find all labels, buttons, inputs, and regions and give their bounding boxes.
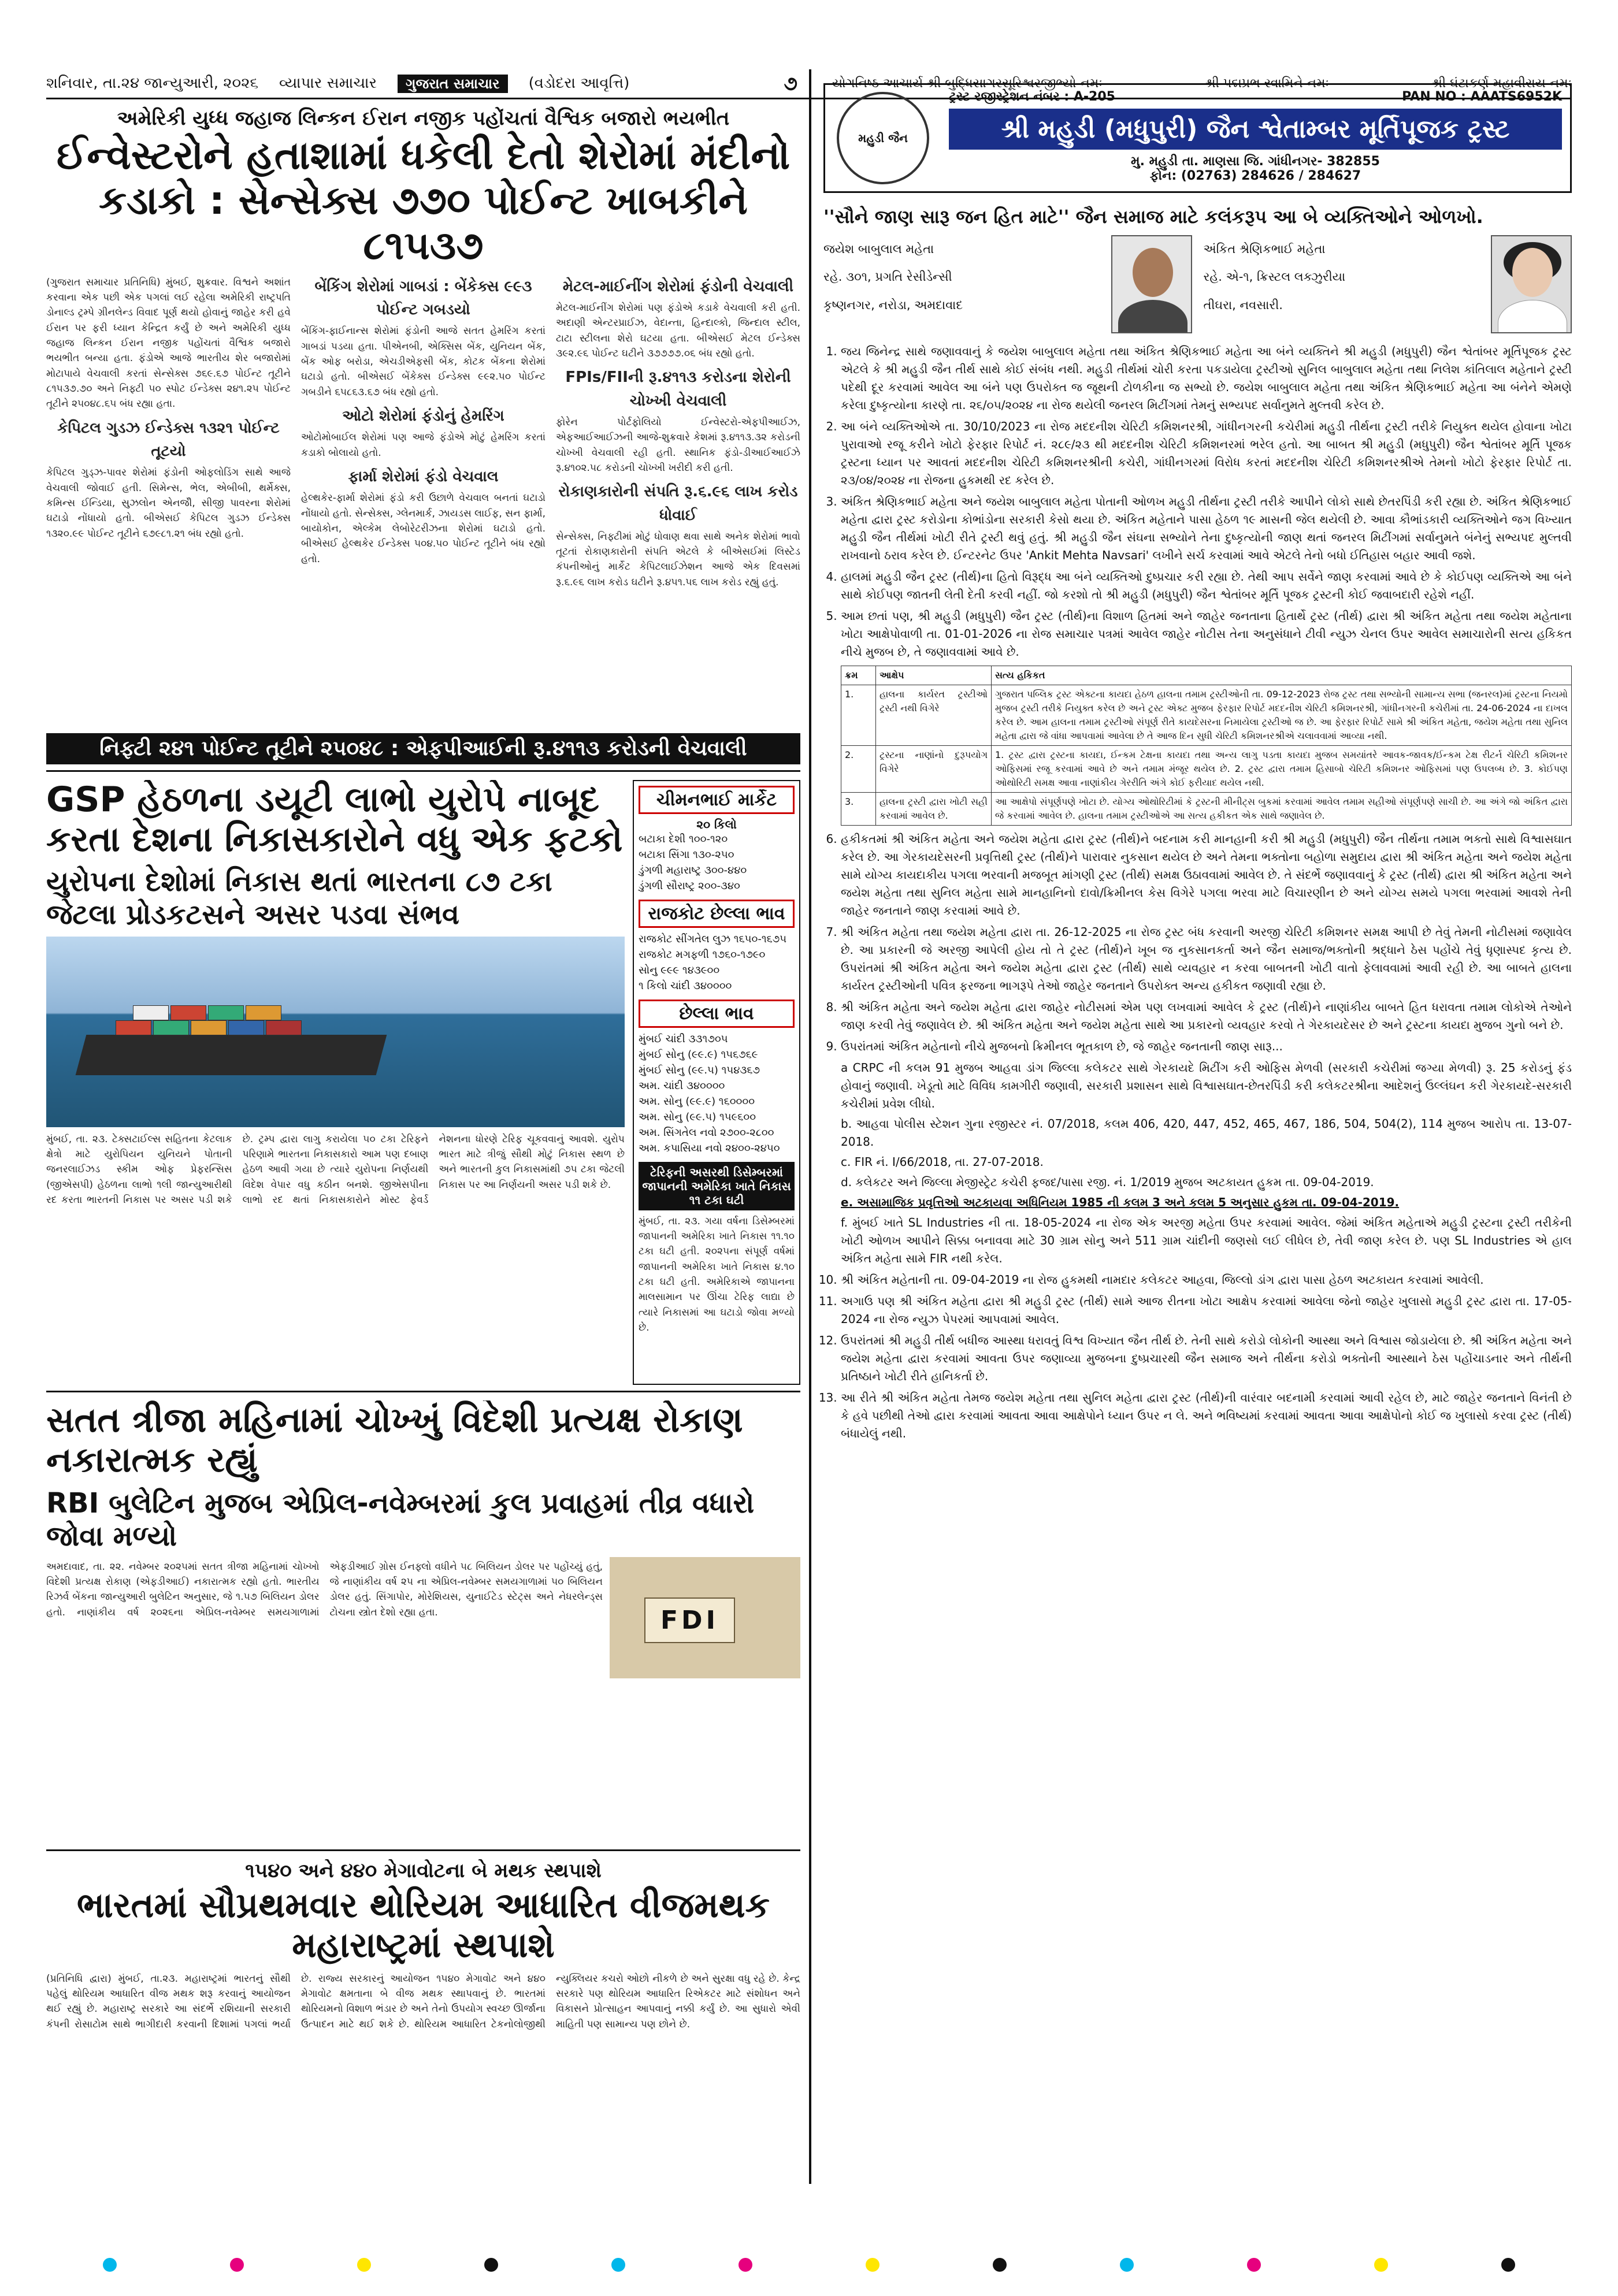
business-news-column: [46, 107, 800, 2183]
rate-row: ડુંગળી મહારાષ્ટ્ર ૩૦૦-૪૪૦: [639, 864, 747, 876]
invocation-1: યોગનિષ્ઠ આચાર્ય શ્રી બુદ્ધિસાગરસૂરિશ્વરજીભ્યો નમઃ: [832, 76, 1103, 91]
fdi-photo: [610, 1557, 800, 1678]
black-dot: [1501, 2258, 1515, 2272]
cell: 3.: [841, 793, 876, 826]
cell: ટ્રસ્ટના નાણાંનો દુરૂપયોગ વિગેરે: [876, 746, 992, 793]
trust-info: [941, 85, 1570, 191]
japan-story-headline: ટેરિફની અસરથી ડિસેમ્બરમાં જાપાનની અમેરિકા ખાતે નિકાસ ૧૧ ટકા ઘટી: [639, 1162, 795, 1210]
rate-row: ૧ કિલો ચાંદી ૩૪૦૦૦૦: [639, 979, 732, 992]
list-item: [841, 1194, 1572, 1212]
subhead: FPIs/FIIની રૂ.૪૧૧૩ કરોડના શેરોની ચોખ્ખી વેચવાલી: [565, 369, 791, 410]
notice-point-text: ઉપરાંતમાં અંકિત મહેતાનો નીચે મુજબનો ક્રિમીનલ ભૂતકાળ છે, જે જાહેર જનતાની જાણ સારૂ...: [841, 1039, 1283, 1053]
person-address: રહે. ૩૦૧, પ્રગતિ રેસીડેન્સી: [823, 270, 952, 284]
list-item: d. કલેકટર અને જિલ્લા મેજીસ્ટ્રેટ કચેરી ફજદ/પાસા રજી. નં. 1/2019 મુજબ અટકાયત હુકમ તા. 09-04-2019.: [841, 1175, 1374, 1189]
person-address: રહે. એ-૧, ક્રિસ્ટલ લક્ઝુરીયા: [1203, 270, 1346, 284]
edition-label: (વડોદરા આવૃત્તિ): [528, 75, 630, 92]
notice-point: 1. જય જિનેન્દ્ર સાથે જણાવવાનું કે જયેશ બાબુલાલ મહેતા તથા અંકિત શ્રેણિકભાઈ મહેતા આ બંને વ્યક્તિને શ્રી મહુડી (મધુપુરી) જૈન શ્વેતાંબર મૂર્તિપૂજક ટ્રસ્ટ એટલે કે શ્રી મહુડી જૈન તીર્થ સાથે કોઈ સંબંધ નથી. મહુડી તીર્થમાં ચોરી કરતા પકડાયેલા ટ્રસ્ટીઓ સુનિલ બાબુલાલ મહેતા તથા નિલેશ કાંતિલાલ મહેતાને ટ્રસ્ટી પદેથી દૂર કરવામાં આવેલ આ બંને પણ ઉપરોક્ત જ જૂથની ટોળકીના જ સભ્યો છે. જયેશ બાબુલાલ મહેતા તથા અંકિત શ્રેણિકભાઈ મહેતા આ બંનેને એમણે કરેલા દુષ્કૃત્યોના કારણે તા. ૨૬/૦૫/૨૦૨૪ ના રોજ થયેલી જનરલ મિટીંગમાં તેમનું સભ્યપદ સર્વાનુમતે મુલ્તવી કરેલ છે.: [841, 343, 1572, 414]
persons-row: [823, 235, 1572, 333]
magenta-dot: [739, 2258, 752, 2272]
subhead: રોકાણકારોની સંપતિ રૂ.૬.૯૬ લાખ કરોડ ધોવાઈ: [558, 483, 798, 524]
story-headline: GSP હેઠળના ડયૂટી લાભો યુરોપે નાબૂદ કરતા દેશના નિકાસકારોને વધુ એક ફટકો: [46, 779, 623, 860]
cyan-dot: [1120, 2258, 1134, 2272]
rate-row: બટાકા દેશી ૧૦૦-૧૨૦: [639, 833, 728, 845]
gsp-and-market-row: [46, 780, 800, 1392]
list-item: a CRPC ની કલમ 91 મુજબ આહવા ડાંગ જિલ્લા કલેકટર સાથે ગેરકાયદે મિટીંગ કરી ઓફિસ મેળવી (સરકારી કચેરીમાં જગ્યા મેળવી) રૂ. 25 કરોડનું ફંડ હોવાનું જણાવી. ખેડૂતો માટે વિવિધ કામગીરી જણાવી, સરકારી પ્રશાસન સાથે વિશ્વાસઘાત-છેતરપિંડી કરી કલેકટરશ્રીના આદેશનું ઉલ્લંઘન કરી ગેરકાયદે-સરકારી કચેરીમાં પ્રવેશ લીધો.: [841, 1061, 1572, 1110]
notice-point: 6. હકીકતમાં શ્રી અંકિત મહેતા અને જયેશ મહેતા દ્વારા ટ્રસ્ટ (તીર્થ)ને બદનામ કરી માનહાની કરી શ્રી મહુડી (મધુપુરી) જૈન તીર્થના તમામ ભક્તો સાથે વિશ્વાસઘાત કરેલ છે. આ ગેરકાયદેસરની પ્રવૃત્તિથી ટ્રસ્ટ (તીર્થ)ને પારાવાર નુકસાન થયેલ છે અને તેમના ભક્તોના બહોળા સમુદાય દ્વારા શ્રી અંકિત મહેતા અને જયેશ મહેતા સામે યોગ્ય કાયદાકીય પગલા ભરવાની મજબૂત માંગણી ટ્રસ્ટ (તીર્થ) સમક્ષ ઉઠાવવામાં આવેલ છે. તે સંદર્ભે જણાવવાનું કે ટ્રસ્ટ (તીર્થ) દ્વારા શ્રી અંકિત મહેતા અને જયેશ મહેતા તથા સુનિલ મહેતા સામે માનહાનિનો દાવો/ક્રિમીનલ કેસ વિગેરે પગલા ભરવા માટે વિચારણીન છે અને યોગ્ય સમયે પગલા ભરવામાં આવશે તેની જાહેર જનતાને જાણ કરવામાં આવે છે.: [841, 830, 1572, 920]
invocation-2: શ્રી પદ્મપ્રભ સ્વામિને નમઃ: [1205, 76, 1329, 91]
story-body: (પ્રતિનિધિ દ્વારા) મુંબઈ, તા.૨૩. મહારાષ્ટ્રમાં ભારતનું સૌથી પહેલું થોરિયમ આધારિત વીજ મથક શરૂ કરવાનું આયોજન થઈ રહ્યું છે. મહારાષ્ટ્ર સરકારે આ સંદર્ભે રશિયાની સરકારી કંપની રોસાટોમ સાથે ભાગીદારી કરવાની દિશામાં પગલાં ભર્યા છે. રાજ્ય સરકારનું આયોજન ૧૫૪૦ મેગાવોટ અને ૪૪૦ મેગાવોટ ક્ષમતાના બે વીજ મથક સ્થાપવાનું છે. ભારતમાં થોરિયમનો વિશાળ ભંડાર છે અને તેનો ઉપયોગ સ્વચ્છ ઊર્જાના ઉત્પાદન માટે થઈ શકે છે. થોરિયમ આધારિત ટેકનોલોજીથી ન્યુક્લિયર કચરો ઓછો નીકળે છે અને સુરક્ષા વધુ રહે છે. કેન્દ્ર સરકારે પણ થોરિયમ આધારિત રિએકટર માટે સંશોધન અને વિકાસને પ્રોત્સાહન આપવાનું નક્કી કર્યું છે. આ સુધારો એવી માહિતી પણ સામાન્ય પણ છોને છે.: [46, 1972, 800, 2030]
thorium-story: [46, 1859, 800, 2183]
notice-point: [841, 607, 1572, 826]
notice-point: 3. અંકિત શ્રેણિકભાઈ મહેતા અને જયેશ બાબુલાલ મહેતા પોતાની ઓળખ મહુડી તીર્થના ટ્રસ્ટી તરીકે આપીને લોકો સાથે છેતરપિંડી કરી રહ્યા છે. અંકિત શ્રેણિકભાઈ મહેતા દ્વારા ટ્રસ્ટ કરોડોના કોભાંડોના સરકારી કેસો થયા છે. અંકિત મહેતાને પાસા હેઠળ ૧૯ માસની જેલ થયેલી છે. આવા કૌભાંડકારી વ્યક્તિઓને જગ વિખ્યાત મહુડી જૈન તીર્થમાં ખોટી રીતે ટ્રસ્ટી થવું હતું. શ્રી મહુડી જૈન સંઘના સભ્યોને તેના દુષ્કૃત્યોની જાણ થતાં જનરલ મિટીંગમાં સર્વાનુમતે બંનેનું સભ્યપદ મુલ્તવી રાખવાનો ઠરાવ કરેલ છે. ઈન્ટરનેટ ઉપર 'Ankit Mehta Navsari' લખીને સર્ચ કરવામાં આવે એટલે તેનો બધો ઈતિહાસ બહાર આવી જશે.: [841, 493, 1572, 564]
rate-row: સોનુ ૯૯૯ ૧૪૩૯૦૦: [639, 964, 720, 976]
rate-row: રાજકોટ મગફળી ૧૭૬૦-૧૭૯૦: [639, 948, 766, 961]
cell: 1.: [841, 685, 876, 746]
cell: 2.: [841, 746, 876, 793]
paragraph: બેંકિંગ-ફાઈનાન્સ શેરોમાં ફંડોની આજે સતત હેમરિંગ કરતાં ગાબડાં પડયા હતા. પીએનબી, એક્સિસ બેંક, યુનિયન બેંક, બેંક ઓફ બરોડા, એચડીએફસી બેંક, કોટક બેંકના શેરોમાં ઘટાડો હતો. બીએસઈ બેંકેક્સ ઈન્ડેક્સ ૯૯૨.૫૦ પોઈન્ટ ગબડીને ૬૫૮૬૩.૬૭ બંધ રહ્યો હતો.: [301, 325, 545, 398]
person-card: [823, 235, 1192, 333]
notice-point: 12. ઉપરાંતમાં શ્રી મહુડી તીર્થ બધીજ આસ્થા ધરાવતું વિશ્વ વિખ્યાત જૈન તીર્થ છે. તેની સાથે કરોડો લોકોની આસ્થા અને વિશ્વાસ જોડાયેલા છે. શ્રી અંકિત મહેતા અને જયેશ મહેતા દ્વારા કરવામાં આવતા ઉપર જણાવ્યા મુજબના દુષ્પ્રચારથી જૈન સમાજ અને તીર્થના કરોડો ભક્તોની આસ્થાને ઠેસ પહોંચાડનાર અને તીર્થની પ્રતિષ્ઠાને ખોટી રીતે હાનિકર્તા છે.: [841, 1332, 1572, 1385]
notice-point: 7. શ્રી અંકિત મહેતા તથા જયેશ મહેતા દ્વારા તા. 26-12-2025 ના રોજ ટ્રસ્ટ બંધ કરવાની અરજી ચેરિટી કમિશનર સમક્ષ આપી છે તેવું તેમની નોટીસમાં જણાવેલ છે. આ પ્રકારની જે અરજી આપેલી હોય તો તે ટ્રસ્ટ (તીર્થ)ને ખૂબ જ નુકસાનકર્તા અને જૈન સમાજ/ભક્તોની શ્રદ્ધાને ઠેસ પહોંચે તેવું ધૃણાસ્પદ કૃત્ય છે. ઉપરાંતમાં શ્રી અંકિત મહેતા અને જયેશ મહેતા દ્વારા ટ્રસ્ટ (તીર્થ) સાથે વ્યવહાર ન કરવા બાબતની ખોટી વાતો ફેલાવવામાં આવી રહી છે. આ બાબતે હાલના કાર્યરત ટ્રસ્ટીઓની પવિત્ર ફરજના ભાગરૂપે તેઓ જાહેર જનતાને ઉપરોક્ત અન્ય હકીકત જણાવી રહ્યા છે.: [841, 923, 1572, 995]
invocation-3: શ્રી ઘંટાકર્ણ મહાવીરાય નમઃ: [1431, 76, 1572, 91]
rate-row: મુંબઈ સોનુ (૯૯.૫) ૧૫૪૩૬૭: [639, 1064, 760, 1076]
person-address: તીઘરા, નવસારી.: [1203, 298, 1283, 312]
column-header: આક્ષેપ: [876, 666, 992, 685]
column-header: સત્ય હકિકત: [992, 666, 1572, 685]
black-dot: [484, 2258, 498, 2272]
notice-point: 10. શ્રી અંકિત મહેતાની તા. 09-04-2019 ના રોજ હુકમથી નામદાર કલેકટર આહવા, જિલ્લો ડાંગ દ્વારા પાસા હેઠળ અટકાયત કરવામાં આવેલી.: [841, 1271, 1572, 1289]
print-registration-marks: [46, 2256, 1572, 2273]
notice-point: 4. હાલમાં મહુડી જૈન ટ્રસ્ટ (તીર્થ)ના હિતો વિરૂદ્ધ આ બંને વ્યક્તિઓ દુષ્પ્રચાર કરી રહ્યા છે. તેથી આપ સર્વેને જાણ કરવામાં આવે છે કે કોઈપણ વ્યક્તિએ આ બંને સાથે કોઈપણ જાતની લેતી દેતી કરવી નહીં. જો કરશો તો શ્રી મહુડી (મધુપુરી) જૈન શ્વેતાંબર મૂર્તિ પૂજક ટ્રસ્ટની કોઈ જવાબદારી રહેશે નહીં.: [841, 568, 1572, 604]
rate-row: મુંબઈ ચાંદી ૩૩૧૭૦૫: [639, 1032, 728, 1045]
cell: 1. ટ્રસ્ટ દ્વારા ટ્રસ્ટના કાયદા, ઈન્કમ ટેક્ષના કાયદા તથા અન્ય લાગુ પડતા કાયદા મુજબ સમયાંતરે આવક-જાવક/ઈન્કમ ટેક્ષ રીટર્ન ચેરિટી કમિશનર ઓફિસમાં રજૂ કરવામાં આવે છે અને તમામ મંજૂર થયેલ છે. 2. ટ્રસ્ટ દ્વારા તમામ હિસાબો ચેરિટી કમિશનર ઓફિસમાં પણ ઉપલબ્ધ છે. 3. કોઈપણ ઓથોરિટી સમક્ષ આવા નાણાંકીય ગેરરીતિ અંગે કોઈ ફરીયાદ થયેલ નથી.: [992, 746, 1572, 793]
market-title: છેલ્લા ભાવ: [639, 1000, 795, 1028]
table-row: [841, 793, 1572, 826]
cyan-dot: [103, 2258, 117, 2272]
person-info: [1204, 235, 1346, 333]
paragraph: ફોરેન પોર્ટફોલિયો ઈન્વેસ્ટરો-એફપીઆઈઝ, એફઆઈઆઈઝની આજે-શુક્રવારે કેશમાં રૂ.૪૧૧૩.૩૨ કરોડની ચોખ્ખી વેચવાલી રહી હતી. સ્થાનિક ફંડો-ડીઆઈઆઈઝે રૂ.૪૧૦૨.૫૮ કરોડની ચોખ્ખી ખરીદી કરી હતી.: [556, 416, 800, 474]
notice-headline: ''સૌને જાણ સારૂ જન હિત માટે'' જૈન સમાજ માટે કલંકરૂપ આ બે વ્યક્તિઓને ઓળખો.: [823, 206, 1483, 228]
table-row: [841, 685, 1572, 746]
facts-table: [841, 666, 1572, 826]
yellow-dot: [1374, 2258, 1388, 2272]
paragraph: સેન્સેક્સ, નિફ્ટીમાં મોટું ધોવાણ થવા સાથે અનેક શેરોમાં ભાવો તૂટતાં રોકાણકારોની સંપતિ એટલે કે બીએસઈમાં લિસ્ટેડ કંપનીઓનું માર્કેટ કેપિટલાઈઝેશન આજે એક દિવસમાં રૂ.૬.૯૬ લાખ કરોડ ઘટીને રૂ.૪૫૧.૫૬ લાખ કરોડ રહ્યું હતું.: [556, 530, 800, 588]
cell: ગુજરાત પબ્લિક ટ્રસ્ટ એક્ટના કાયદા હેઠળ હાલના તમામ ટ્રસ્ટીઓની તા. 09-12-2023 રોજ ટ્રસ્ટ તથા સભ્યોની સામાન્ય સભા (જનરલ)માં ટ્રસ્ટના નિયમો મુજબ ટ્રસ્ટી તરીકે નિયુક્ત કરેલ છે અને ટ્રસ્ટ એક્ટ મુજબ ફેરફાર રિપોર્ટ મદદનીશ ચેરિટી કમિશનરશ્રી, ગાંધીનગરની કચેરીમાં તા. 24-06-2024 ના દાખલ કરેલ છે. આમ હાલના તમામ ટ્રસ્ટીઓ સંપૂર્ણ રીતે કાયદેસરના નિમાયેલા ટ્રસ્ટીઓ જ છે. આ ફેરફાર રિપોર્ટ સામે શ્રી અંકિત મહેતા, જયેશ મહેતા તથા સુનિલ મહેતા દ્વારા જે વાંધા આપવામાં આવેલા છે તે આજ દિન સુધી ચેરિટી કમિશનરશ્રીએ ચલાવવામાં આવ્યા નથી.: [992, 685, 1572, 746]
list-item: b. આહવા પોલીસ સ્ટેશન ગુના રજીસ્ટર નં. 07/2018, કલમ 406, 420, 447, 452, 465, 467, 186, 504, 504(2), 114 મુજબ આરોપ તા. 13-07-2018.: [841, 1117, 1572, 1149]
pan-number: PAN NO : AAATS6952K: [1402, 90, 1562, 104]
subhead: કેપિટલ ગુડઝ ઈન્ડેક્સ ૧૩૨૧ પોઈન્ટ તૂટયો: [57, 419, 280, 460]
market-crash-story: [46, 107, 800, 772]
notice-point: [841, 1038, 1572, 1268]
notice-point: 11. અગાઉ પણ શ્રી અંકિત મહેતા દ્વારા શ્રી મહુડી ટ્રસ્ટ (તીર્થ) સામે આજ રીતના ખોટા આક્ષેપ કરવામાં આવેલા જેનો જાહેર ખુલાસો મહુડી ટ્રસ્ટ દ્વારા તા. 17-05-2024 ના રોજ ન્યુઝ પેપરમાં આપવામાં આવેલ.: [841, 1292, 1572, 1328]
subhead: બેંકિંગ શેરોમાં ગાબડાં : બેંકેક્સ ૯૯૩ પોઈન્ટ ગબડયો: [314, 277, 532, 318]
person-info: [823, 235, 963, 333]
cell: હાલના ટ્રસ્ટી દ્વારા ખોટી સહી કરવામાં આવેલ છે.: [876, 793, 992, 826]
rate-row: રાજકોટ સીંગતેલ લુઝ ૧૬૫૦-૧૬૭૫: [639, 932, 787, 945]
masthead-logo: ગુજરાત સમાચાર: [398, 75, 508, 93]
trust-banner: [823, 83, 1572, 193]
story-kicker: અમેરિકી યુધ્ધ જહાજ લિન્કન ઈરાન નજીક પહોંચતાં વૈશ્વિક બજારો ભયભીત: [117, 107, 730, 130]
notice-point: 8. શ્રી અંકિત મહેતા અને જયેશ મહેતા દ્વારા જાહેર નોટીસમાં એમ પણ લખવામાં આવેલ કે ટ્રસ્ટ (તીર્થ)ને નાણાંકીય બાબતે હિત ધરાવતા તમામ લોકોએ તેઓને જાણ કરવી તેવું જણાવેલ છે. શ્રી અંકિત મહેતા અને જયેશ મહેતા સાથે આ પ્રકારનો વ્યવહાર કરવો તે ગેરકાયદેસર છે અને ટ્રસ્ટના કાયદા મુજબ ગુનો બને છે.: [841, 998, 1572, 1034]
paragraph: કેપિટલ ગુડ્ઝ-પાવર શેરોમાં ફંડોની ઓફલોડિંગ સાથે આજે વેચવાલી જોવાઈ હતી. સિમેન્સ, ભેલ, એબીબી, થર્મેક્સ, કમિન્સ ઈન્ડિયા, સુઝલોન એનજીૅ, સીજી પાવરના શેરોમાં ઘટાડો નોંધાયો હતો. બીએસઈ કેપિટલ ગુડઝ ઈન્ડેક્સ ૧૩૨૦.૯૯ પોઈન્ટ તૂટીને ૬૭૯૮૧.૨૧ બંધ રહ્યો હતો.: [46, 467, 291, 540]
notice-point: 2. આ બંને વ્યક્તિઓએ તા. 30/10/2023 ના રોજ મદદનીશ ચેરિટી કમિશનરશ્રી, ગાંધીનગરની કચેરીમાં મહુડી તીર્થના ટ્રસ્ટી તરીકે નિયુક્ત થયેલ હોવાના ખોટા પુરાવાઓ રજૂ કરીને ખોટો ફેરફાર રિપોર્ટ નં. ૨૮૯/૨૩ થી મદદનીશ ચેરિટી કમિશનરમાં ભરેલ હતો. આ બાબત શ્રી મહુડી (મધુપુરી) જૈન શ્વેતાંબર મૂર્તિ પૂજક ટ્રસ્ટના ધ્યાન પર આવતાં મદદનીશ ચેરિટી કમિશનરશ્રીની કચેરી, ગાંધીનગરમાં વિરોધ કરતાં મદદનીશ ચેરિટી કમિશનરશ્રીએ તેમનો ખોટો ફેરફાર રિપોર્ટ તા. ૨૩/૦૪/૨૦૨૪ ના રોજના હુકમથી રદ કરેલ છે.: [841, 418, 1572, 489]
paragraph: હેલ્થકેર-ફાર્મા શેરોમાં ફંડો કરી ઉછાળે વેચવાલ બનતાં ઘટાડો નોંધાયો હતો. સેન્સેક્સ, ગ્લેનમાર્ક, ઝાયડસ લાઈફ, સન ફાર્મા, બાયોકોન, એલ્કેમ લેબોરેટરીઝના શેરોમાં ઘટાડો હતો. બીએસઈ હેલ્થકેર ઈન્ડેક્સ ૫૦૪.૫૦ પોઈન્ટ તૂટીને બંધ રહ્યો હતો.: [301, 492, 545, 565]
rate-row: અમ. ચાંદી ૩૪૦૦૦૦: [639, 1079, 725, 1092]
market-list: [639, 831, 795, 894]
cell: આ આક્ષેપો સંપૂર્ણપણે ખોટા છે. યોગ્ય ઓથોરિટીમાં કે ટ્રસ્ટની મીનીટ્સ બુકમાં કરવામાં આવેલ તમામ સહીઓ સંપૂર્ણપણે સાચી છે. આ અંગે જો અંકિત દ્વારા જે કરવામાં આવેલ છે. હાલના તમામ ટ્રસ્ટીઓએ આ સત્ય હકીકત એક સાથે જણાવેલ છે.: [992, 793, 1572, 826]
page-number: ૭: [784, 72, 797, 95]
story-headline: સતત ત્રીજા મહિનામાં ચોખ્ખું વિદેશી પ્રત્યક્ષ રોકાણ નકારાત્મક રહ્યું: [46, 1400, 743, 1480]
yellow-dot: [357, 2258, 371, 2272]
list-item: f. મુંબઈ ખાતે SL Industries ની તા. 18-05-2024 ના રોજ એક અરજી મહેતા ઉપર કરવામાં આવેલ. જેમાં અંકિત મહેતાએ મહુડી ટ્રસ્ટના ટ્રસ્ટી તરીકેની ખોટી ઓળખ આપીને સિક્કા બનાવવા માટે 30 ગ્રામ સોનુ અને 511 ગ્રામ ચાંદીની જણસો લઈ લીધેલ છે, તેવી જાણ કરેલ છે. પણ SL Industries એ હાલ અંકિત મહેતા સામે FIR નથી કરેલ.: [841, 1216, 1572, 1265]
list-item: c. FIR નં. I/66/2018, તા. 27-07-2018.: [841, 1155, 1044, 1169]
story-body: મુંબઈ, તા. ૨૩. ટેક્સટાઈલ્સ સહિતના કેટલાક ક્ષેત્રો માટે યુરોપિયન યુનિયને પોતાની જનરલાઈઝડ સ્કીમ ઓફ પ્રેફરન્સિસ (જીએસપી) હેઠળના લાભો ૧લી જાન્યુઆરીથી રદ કરતા ભારતની નિકાસ પર અસર પડી શકે છે. ટ્રમ્પ દ્વારા લાગુ કરાયેલા ૫૦ ટકા ટેરિફને પરિણામે ભારતના નિકાસકારો આમ પણ દબાણ હેઠળ આવી ગયા છે ત્યારે યુરોપના નિર્ણયથી વિદેશ વેપાર વધુ કઠીન બનશે. જીએસપીના લાભો રદ થતાં નિકાસકારોને મોસ્ટ ફેવર્ડ નેશનના ધોરણે ટેરિફ ચૂકવવાનું આવશે. યુરોપ ભારત માટે ત્રીજું સૌથી મોટું નિકાસ સ્થળ છે અને ભારતની કુલ નિકાસમાંથી ૭૫ ટકા જેટલી નિકાસ પર આ નિર્ણયની અસર પડી શકે છે.: [46, 1133, 625, 1206]
subhead: ઓટો શેરોમાં ફંડોનું હેમરિંગ: [342, 407, 504, 425]
subhead: મેટલ-માઈનીંગ શેરોમાં ફંડોની વેચવાલી: [562, 277, 794, 295]
rate-row: અમ. કપાસિયા નવો ૨૪૦૦-૨૪૫૦: [639, 1142, 780, 1154]
criminal-record-list: [841, 1059, 1572, 1268]
section-name: વ્યાપાર સમાચાર: [279, 75, 377, 92]
person-name: અંકિત શ્રેણિકભાઈ મહેતા: [1203, 242, 1326, 256]
story-headline: ઈન્વેસ્ટરોને હતાશામાં ધકેલી દેતો શેરોમાં મંદીનો કડાકો : સેન્સેક્સ ૭૭૦ પોઈન્ટ ખાબકીને ૮૧૫૩૭: [56, 133, 791, 269]
market-unit: ૨૦ કિલો: [696, 817, 737, 831]
black-dot: [993, 2258, 1007, 2272]
paragraph: ઓટોમોબાઈલ શેરોમાં પણ આજે ફંડોએ મોટું હેમરિંગ કરતાં કડાકો બોલાયો હતો.: [301, 432, 545, 459]
cargo-ship-photo: [46, 937, 625, 1127]
trust-address: મુ. મહુડી તા. માણસા જિ. ગાંધીનગર- 382855: [1131, 154, 1380, 169]
paragraph: (ગુજરાત સમાચાર પ્રતિનિધિ) મુંબઈ, શુક્રવાર. વિશ્વને અશાંત કરવાના એક પછી એક પગલાં લઈ રહેલા અમેરિકી રાષ્ટ્રપતિ ડોનાલ્ડ ટ્રમ્પે ગ્રીનલેન્ડ વિવાદ પૂર્ણ થયો હોવાનું જાહેર કરી હવે ઈરાન પર ફરી ધ્યાન કેન્દ્રિત કર્યું છે અને અમેરિકી યુધ્ધ જહાજ લિન્કન ઈરાન નજીક પહોંચતાં વૈશ્વિક બજારો ભયભીત બન્યા હતા. ફંડોએ આજે ભારતીય શેર બજારોમાં મોટાપાયે વેચવાલી કરતાં સેન્સેક્સ ૭૬૯.૬૭ પોઈન્ટ તૂટીને ૮૧૫૩૭.૭૦ અને નિફ્ટી ૫૦ સ્પોટ ઈન્ડેક્સ ૨૪૧.૨૫ પોઈન્ટ તૂટીને ૨૫૦૪૮.૬૫ બંધ રહ્યા હતા.: [46, 276, 291, 410]
rate-row: ડુંગળી સૌરાષ્ટ્ર ૨૦૦-૩૪૦: [639, 879, 740, 892]
trust-seal: [825, 85, 941, 191]
story-subhead: યુરોપના દેશોમાં નિકાસ થતાં ભારતના ૮૭ ટકા જેટલા પ્રોડકટસને અસર પડવા સંભવ: [46, 865, 552, 931]
japan-story-body: મુંબઈ, તા. ૨૩. ગયા વર્ષના ડિસેમ્બરમાં જાપાનની અમેરિકા ખાતે નિકાસ ૧૧.૧૦ ટકા ઘટી હતી. ૨૦૨૫ના સંપૂર્ણ વર્ષમાં જાપાનની અમેરિકા ખાતે નિકાસ ૪.૧૦ ટકા ઘટી હતી. અમેરિકાએ જાપાનના માલસામાન પર ઊંચા ટેરિફ લાદ્યા છે ત્યારે નિકાસમાં આ ઘટાડો જોવા મળ્યો છે.: [639, 1215, 795, 1333]
fdi-blocks-label: FDI: [644, 1597, 735, 1643]
list-item-bold: e. અસામાજિક પ્રવૃત્તિઓ અટકાયવા અધિનિયમ 1985 ની કલમ 3 અને કલમ 5 અનુસાર હુકમ તા. 09-04-2019.: [841, 1195, 1400, 1209]
rate-row: મુંબઈ સોનુ (૯૯.૯) ૧૫૬૭૬૯: [639, 1048, 758, 1061]
subhead: ફાર્મા શેરોમાં ફંડો વેચવાલ: [348, 467, 499, 485]
issue-date: શનિવાર, તા.૨૪ જાન્યુઆરી, ૨૦૨૬: [46, 75, 259, 92]
person-photo: [1491, 235, 1572, 333]
cell: હાલના કાર્યરત ટ્રસ્ટીઓ ટ્રસ્ટી નથી વિગેરે: [876, 685, 992, 746]
reg-number: ટ્રસ્ટ રજીસ્ટ્રેશન નંબર : A-205: [949, 90, 1115, 104]
story-kicker: ૧૫૪૦ અને ૪૪૦ મેગાવોટના બે મથક સ્થપાશે: [245, 1859, 602, 1882]
story-subhead: RBI બુલેટિન મુજબ એપ્રિલ-નવેમ્બરમાં કુલ પ્રવાહમાં તીવ્ર વધારો જોવા મળ્યો: [46, 1487, 755, 1553]
rate-row: અમ. સોનુ (૯૯.૯) ૧૬૦૦૦૦: [639, 1095, 755, 1108]
market-rates-box: [633, 780, 800, 1385]
person-photo: [1111, 235, 1192, 333]
rate-row: અમ. સોનુ (૯૯.૫) ૧૫૯૬૦૦: [639, 1110, 756, 1123]
seal-text: મહુડી જૈન: [837, 92, 929, 184]
story-headline: ભારતમાં સૌપ્રથમવાર થોરિયમ આધારિત વીજમથક મહારાષ્ટ્રમાં સ્થપાશે: [76, 1885, 770, 1966]
column-header: ક્રમ: [841, 666, 876, 685]
yellow-dot: [866, 2258, 879, 2272]
market-title: ચીમનભાઈ માર્કેટ: [639, 786, 795, 814]
story-body: અમદાવાદ, તા. ૨૨. નવેમ્બર ૨૦૨૫માં સતત ત્રીજા મહિનામાં ચોખ્ખો વિદેશી પ્રત્યક્ષ રોકાણ (એફડીઆઈ) નકારાત્મક રહ્યો હતો. ભારતીય રિઝર્વ બેંકના જાન્યુઆરી બુલેટિન અનુસાર, જે ૧.૫૭ બિલિયન ડોલર હતો. નાણાંકીય વર્ષ ૨૦૨૬ના એપ્રિલ-નવેમ્બર સમયગાળામાં એફડીઆઈ ગ્રોસ ઈનફ્લો વધીને ૫૮ બિલિયન ડોલર પર પહોંચ્યું હતું, જે નાણાંકીય વર્ષ ૨૫ ના એપ્રિલ-નવેમ્બર સમયગાળામાં ૫૦ બિલિયન ડોલર હતું. સિંગાપોર, મોરેશિયસ, યુનાઈટેડ સ્ટેટ્સ અને નેધરલેન્ડ્સ ટોચના સ્ત્રોત દેશો રહ્યા હતા.: [46, 1561, 603, 1618]
gsp-story: [46, 780, 625, 1385]
trust-phone: ફોન: (02763) 284626 / 284627: [1149, 169, 1361, 183]
person-address: કૃષ્ણનગર, નરોડા, અમદાવાદ: [823, 298, 963, 312]
story-body: [46, 275, 800, 729]
paragraph: મેટલ-માઈનીંગ શેરોમાં પણ ફંડોએ કડાકે વેચવાલી કરી હતી. અદાણી એન્ટરપ્રાઈઝ, વેદાન્તા, હિન્દાલ્કો, જિન્દાલ સ્ટીલ, ટાટા સ્ટીલના શેરો ઘટયા હતા. બીએસઈ મેટલ ઈન્ડેક્સ ૩૯૨.૯૬ પોઈન્ટ ઘટીને ૩૭૭૭૭.૦૬ બંધ રહ્યો હતો.: [556, 302, 800, 359]
nifty-bar: નિફ્ટી ૨૪૧ પોઈન્ટ તૂટીને ૨૫૦૪૮ : એફપીઆઈની રૂ.૪૧૧૩ કરોડની વેચવાલી: [46, 733, 800, 764]
column-divider: [809, 69, 811, 2184]
trust-name: શ્રી મહુડી (મધુપુરી) જૈન શ્વેતામ્બર મૂર્તિપૂજક ટ્રસ્ટ: [949, 109, 1562, 150]
magenta-dot: [1247, 2258, 1261, 2272]
magenta-dot: [230, 2258, 244, 2272]
notice-point: 13. આ રીતે શ્રી અંકિત મહેતા તેમજ જયેશ મહેતા તથા સુનિલ મહેતા દ્વારા ટ્રસ્ટ (તીર્થ)ની વારંવાર બદનામી કરવામાં આવી રહેલ છે, માટે જાહેર જનતાને વિનંતી છે કે હવે પછીથી તેઓ દ્વારા કરવામાં આવતા આવા આક્ષેપોને ધ્યાન ઉપર ન લે. અને ભવિષ્યમાં કરવામાં આવતા આવા આક્ષેપોનો કોઈ જ ખુલાસો કરવા ટ્રસ્ટ (તીર્થ) બંધાયેલું નથી.: [841, 1389, 1572, 1443]
trust-notice-column: [823, 75, 1572, 1446]
person-card: [1204, 235, 1572, 333]
market-title: રાજકોટ છેલ્લા ભાવ: [639, 900, 795, 928]
rate-row: બટાકા સિંગા ૧૩૦-૨૫૦: [639, 848, 734, 861]
notice-point-text: આમ છતાં પણ, શ્રી મહુડી (મધુપુરી) જૈન ટ્રસ્ટ (તીર્થ)ના વિશાળ હિતમાં અને જાહેર જનતાના હિતાર્થે ટ્રસ્ટ (તીર્થ) દ્વારા શ્રી અંકિત મહેતા તથા જયેશ મહેતાના ખોટા આક્ષેપોવાળી તા. 01-01-2026 ના રોજ સમાચાર પત્રમાં આવેલ જાહેર નોટીસ તેના અનુસંધાને ટીવી ન્યુઝ ચેનલ ઉપર આવેલ સમાચારોની સત્ય હકિકત નીચે મુજબ છે, તે જણાવવામાં આવે છે.: [841, 609, 1572, 659]
notice-points: [841, 343, 1572, 1443]
rate-row: અમ. સિંગતેલ નવો ૨૭૦૦-૨૮૦૦: [639, 1126, 774, 1139]
person-name: જયેશ બાબુલાલ મહેતા: [823, 242, 934, 256]
table-row: [841, 746, 1572, 793]
trust-registration: [949, 90, 1562, 104]
cyan-dot: [611, 2258, 625, 2272]
fdi-story: [46, 1400, 800, 1851]
table-header-row: [841, 666, 1572, 685]
